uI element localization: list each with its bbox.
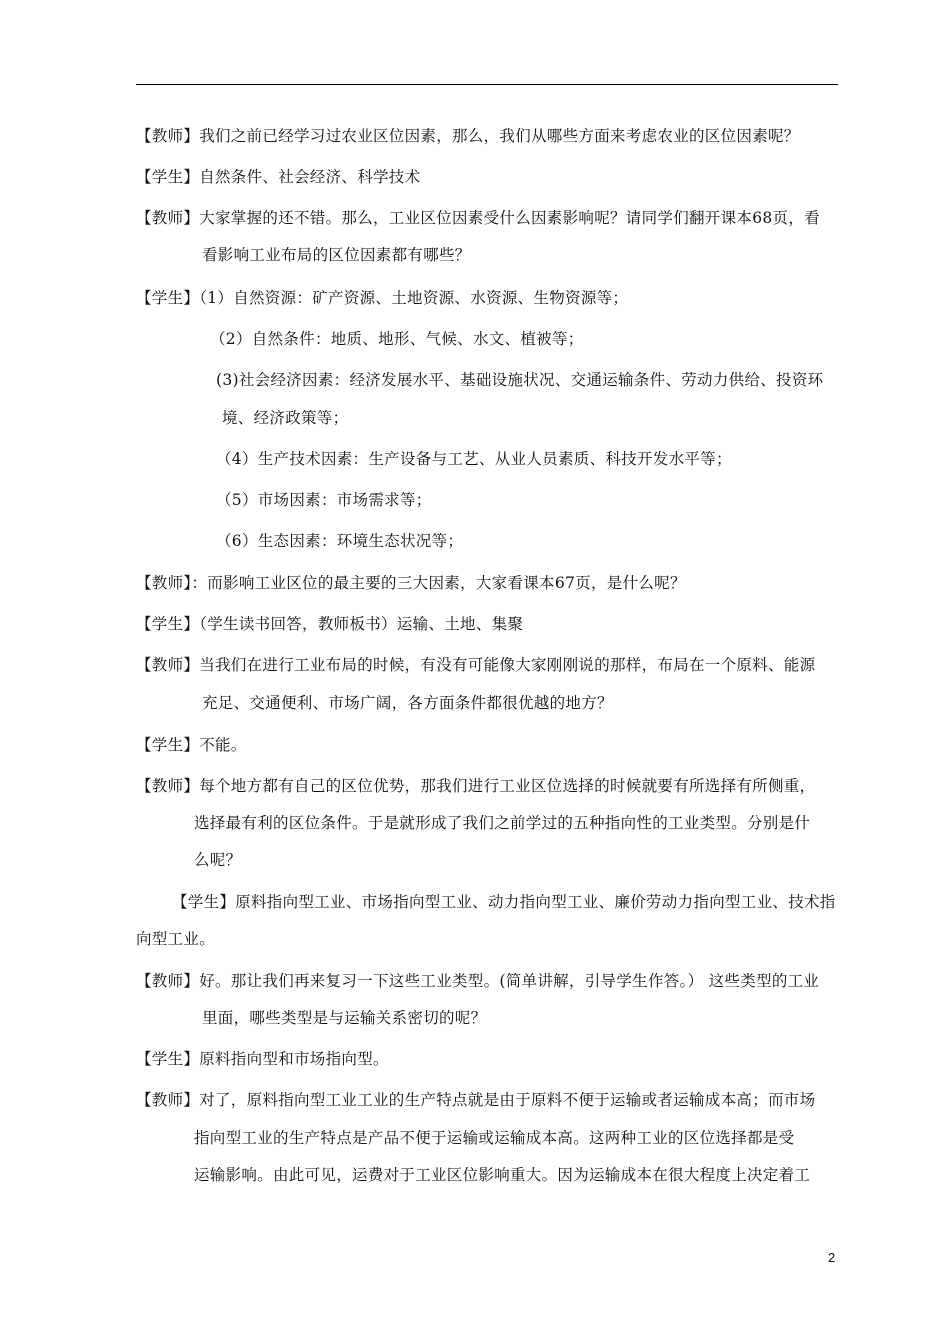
dialogue-line: 运输影响。由此可见，运费对于工业区位影响重大。因为运输成本在很大程度上决定着工	[194, 1166, 811, 1184]
dialogue-line: 【教师】大家掌握的还不错。那么，工业区位因素受什么因素影响呢？请同学们翻开课本68页，看	[136, 209, 820, 227]
dialogue-line: 【教师】当我们在进行工业布局的时候，有没有可能像大家刚刚说的那样，布局在一个原料、能源	[136, 656, 816, 674]
dialogue-line: 【学生】自然条件、社会经济、科学技术	[136, 168, 421, 186]
dialogue-line: 向型工业。	[136, 930, 216, 948]
dialogue-line: 境、经济政策等；	[222, 409, 349, 427]
dialogue-line: 【学生】（学生读书回答，教师板书）运输、土地、集聚	[136, 615, 524, 633]
dialogue-line: （6）生态因素：环境生态状况等；	[216, 532, 464, 550]
dialogue-line: 选择最有利的区位条件。于是就形成了我们之前学过的五种指向性的工业类型。分别是什	[194, 814, 811, 832]
header-rule	[136, 84, 838, 85]
dialogue-line: 看影响工业布局的区位因素都有哪些？	[202, 246, 471, 264]
dialogue-line: （5）市场因素：市场需求等；	[216, 491, 432, 509]
dialogue-line: 指向型工业的生产特点是产品不便于运输或运输成本高。这两种工业的区位选择都是受	[194, 1129, 795, 1147]
dialogue-line: （4）生产技术因素：生产设备与工艺、从业人员素质、科技开发水平等；	[216, 450, 732, 468]
dialogue-line: 【学生】原料指向型工业、市场指向型工业、动力指向型工业、廉价劳动力指向型工业、技术指	[172, 893, 836, 911]
dialogue-line: 么呢？	[194, 851, 242, 869]
dialogue-line: 【教师】：而影响工业区位的最主要的三大因素，大家看课本67页，是什么呢？	[136, 574, 686, 592]
dialogue-line: 【教师】对了，原料指向型工业工业的生产特点就是由于原料不便于运输或者运输成本高；而市场	[136, 1091, 816, 1109]
dialogue-line: 里面，哪些类型是与运输关系密切的呢？	[202, 1009, 487, 1027]
dialogue-line: 【教师】我们之前已经学习过农业区位因素，那么，我们从哪些方面来考虑农业的区位因素呢？	[136, 127, 800, 145]
dialogue-line: 充足、交通便利、市场广阔，各方面条件都很优越的地方？	[202, 694, 613, 712]
dialogue-line: 【学生】不能。	[136, 736, 247, 754]
dialogue-line: 【学生】（1）自然资源：矿产资源、土地资源、水资源、生物资源等；	[136, 289, 629, 307]
dialogue-line: 【教师】每个地方都有自己的区位优势，那我们进行工业区位选择的时候就要有所选择有所侧重，	[136, 777, 816, 795]
dialogue-line: 【教师】好。那让我们再来复习一下这些工业类型。(简单讲解，引导学生作答。） 这些类型的工业	[136, 972, 820, 990]
dialogue-line: 【学生】原料指向型和市场指向型。	[136, 1050, 389, 1068]
dialogue-line: (3)社会经济因素：经济发展水平、基础设施状况、交通运输条件、劳动力供给、投资环	[216, 371, 824, 389]
dialogue-line: （2）自然条件：地质、地形、气候、水文、植被等；	[210, 330, 584, 348]
page-number: 2	[828, 1250, 836, 1265]
